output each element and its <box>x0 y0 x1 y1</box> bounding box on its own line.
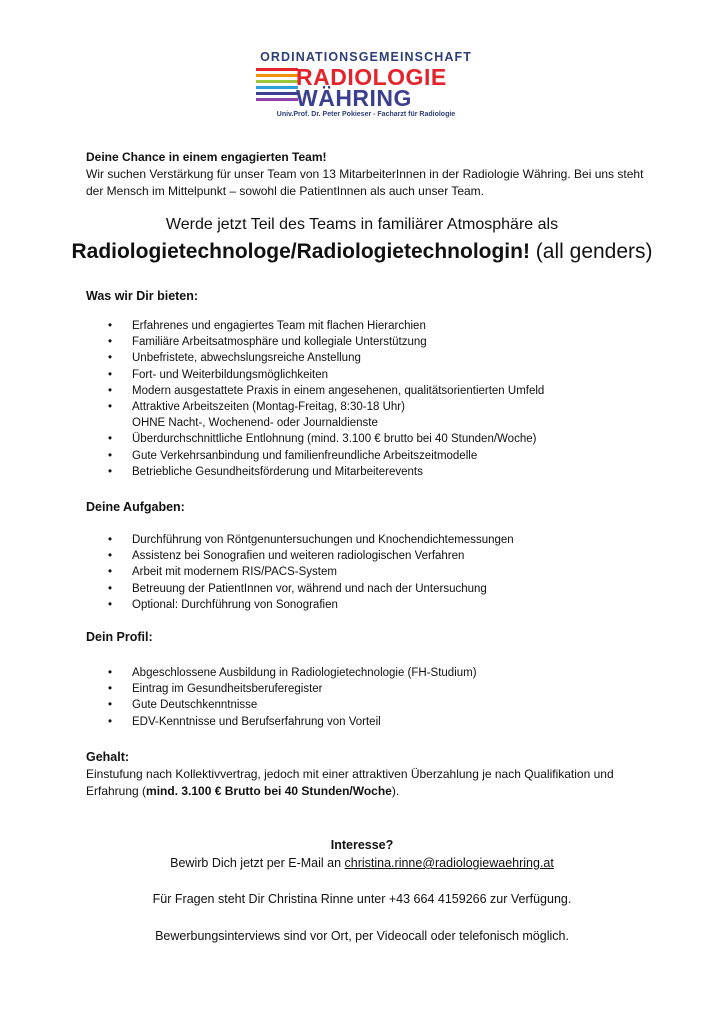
tasks-list <box>108 532 514 613</box>
list-item: • Modern ausgestattete Praxis in einem angesehenen, qualitätsorientierten Umfeld <box>108 383 544 399</box>
list-item: • Unbefristete, abwechslungsreiche Anstellung <box>108 350 544 366</box>
salary-heading: Gehalt: <box>86 750 130 764</box>
list-item: • Abgeschlossene Ausbildung in Radiologietechnologie (FH-Studium) <box>108 665 477 681</box>
list-item: • Eintrag im Gesundheitsberuferegister <box>108 681 477 697</box>
job-title: Radiologietechnologe/Radiologietechnologin! <box>71 240 530 263</box>
contact-apply <box>0 856 724 870</box>
list-item: • Erfahrenes und engagiertes Team mit flachen Hierarchien <box>108 318 544 334</box>
list-item: • Betriebliche Gesundheitsförderung und Mitarbeiterevents <box>108 464 544 480</box>
list-item: • Assistenz bei Sonografien und weiteren radiologischen Verfahren <box>108 548 514 564</box>
logo-stripe <box>256 86 298 89</box>
job-gender-note: (all genders) <box>529 240 653 263</box>
list-item: • EDV-Kenntnisse und Berufserfahrung von Vorteil <box>108 714 477 730</box>
list-item: • Gute Deutschkenntnisse <box>108 697 477 713</box>
list-item: • Durchführung von Röntgenuntersuchungen und Knochendichtemessungen <box>108 532 514 548</box>
headline-main <box>0 240 724 264</box>
logo-stripe <box>256 68 298 71</box>
logo-stripe <box>256 74 298 77</box>
salary-text <box>86 766 656 800</box>
salary-text-a: Einstufung nach Kollektivvertrag, jedoch mit einer attraktiven Überzahlung je nach Qualifikation und Erfahrung ( <box>86 767 614 798</box>
list-item: • Familiäre Arbeitsatmosphäre und kollegiale Unterstützung <box>108 334 544 350</box>
company-logo <box>256 50 476 120</box>
list-item: • Arbeit mit modernem RIS/PACS-System <box>108 564 514 580</box>
list-item: • Optional: Durchführung von Sonografien <box>108 597 514 613</box>
list-item: • Fort- und Weiterbildungsmöglichkeiten <box>108 367 544 383</box>
intro-title: Deine Chance in einem engagierten Team! <box>86 150 327 164</box>
contact-apply-text: Bewirb Dich jetzt per E-Mail an <box>170 856 345 870</box>
tasks-heading: Deine Aufgaben: <box>86 500 185 514</box>
contact-interviews: Bewerbungsinterviews sind vor Ort, per Videocall oder telefonisch möglich. <box>155 929 569 943</box>
offer-heading: Was wir Dir bieten: <box>86 289 199 303</box>
logo-stripe <box>256 80 298 83</box>
contact-title: Interesse? <box>330 838 394 852</box>
logo-radiologie: RADIOLOGIE <box>296 64 447 90</box>
logo-stripe <box>256 92 298 95</box>
list-item: • Betreuung der PatientInnen vor, während und nach der Untersuchung <box>108 581 514 597</box>
logo-subtitle: Univ.Prof. Dr. Peter Pokieser - Facharzt für Radiologie <box>276 111 456 118</box>
contact-questions: Für Fragen steht Dir Christina Rinne unter +43 664 4159266 zur Verfügung. <box>152 892 572 906</box>
headline-subtitle: Werde jetzt Teil des Teams in familiärer Atmosphäre als <box>165 216 559 233</box>
salary-text-b: ). <box>391 784 400 798</box>
email-link[interactable]: christina.rinne@radiologiewaehring.at <box>344 856 554 870</box>
intro-text: Wir suchen Verstärkung für unser Team von 13 MitarbeiterInnen in der Radiologie Währing. Bei uns steht der Mensch im Mittelpunkt – sowohl die PatientInnen als auch unser Team. <box>86 167 644 198</box>
list-item: • Gute Verkehrsanbindung und familienfreundliche Arbeitszeitmodelle <box>108 448 544 464</box>
logo-stripes <box>256 68 298 104</box>
logo-waehring: WÄHRING <box>296 85 412 111</box>
list-item: • Attraktive Arbeitszeiten (Montag-Freitag, 8:30-18 Uhr) <box>108 399 544 415</box>
salary-amount: mind. 3.100 € Brutto bei 40 Stunden/Woche <box>146 784 392 798</box>
profile-list <box>108 665 477 730</box>
profile-heading: Dein Profil: <box>86 630 153 644</box>
logo-line-ordinationsgemeinschaft: ORDINATIONSGEMEINSCHAFT <box>260 50 472 64</box>
list-item: OHNE Nacht-, Wochenend- oder Journaldienste <box>132 417 378 430</box>
offer-list <box>108 318 544 480</box>
logo-stripe <box>256 98 298 101</box>
list-item: • Überdurchschnittliche Entlohnung (mind. 3.100 € brutto bei 40 Stunden/Woche) <box>108 431 544 447</box>
